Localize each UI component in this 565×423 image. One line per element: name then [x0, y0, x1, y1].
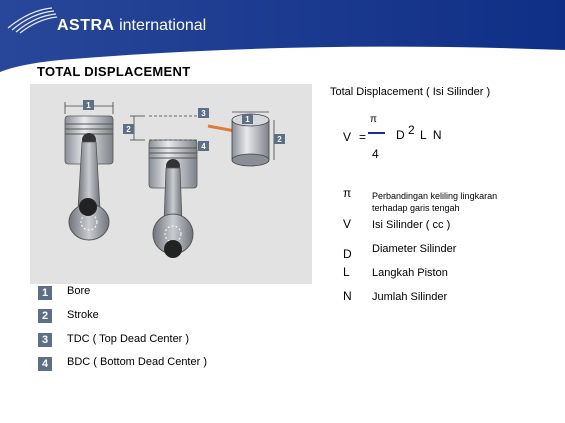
legend-number-1: 1	[38, 286, 52, 300]
definition-text-v: Isi Silinder ( cc )	[372, 219, 451, 231]
definition-symbol-l: L	[343, 265, 350, 279]
brand-suffix: international	[119, 17, 207, 34]
definition-text-pi: Perbandingan keliling lingkaran terhadap garis tengah	[372, 191, 498, 213]
definition-symbol-pi: π	[343, 186, 352, 200]
fraction-bar	[368, 132, 385, 134]
header-background	[0, 0, 565, 74]
legend-number-2: 2	[38, 309, 52, 323]
formula-pi: π	[370, 114, 377, 125]
legend-label-stroke: Stroke	[67, 309, 99, 321]
header-bar	[0, 0, 565, 74]
formula-rhs-main: D	[396, 128, 405, 142]
legend-label-bdc: BDC ( Bottom Dead Center )	[67, 356, 207, 368]
formula-rhs-exp: 2	[408, 123, 415, 137]
legend-number-4: 4	[38, 357, 52, 371]
legend-number-3: 3	[38, 333, 52, 347]
definition-text-l: Langkah Piston	[372, 267, 448, 279]
definition-symbol-v: V	[343, 217, 352, 231]
page-title: TOTAL DISPLACEMENT	[37, 64, 191, 79]
marker-3: 3	[201, 109, 206, 118]
brand-name: ASTRA	[57, 17, 115, 34]
formula-denominator: 4	[372, 147, 379, 161]
definition-text-d: Diameter Silinder	[372, 243, 457, 255]
marker-2: 2	[126, 125, 131, 134]
formula-rhs-rest: L N	[420, 128, 442, 142]
svg-text:2: 2	[277, 135, 282, 144]
formula-title: Total Displacement ( Isi Silinder )	[330, 86, 491, 98]
svg-text:1: 1	[245, 115, 250, 124]
brand-logo	[57, 17, 206, 35]
formula-lhs: V	[343, 130, 352, 144]
definition-symbol-d: D	[343, 247, 352, 261]
engine-diagram	[30, 84, 312, 284]
legend-label-tdc: TDC ( Top Dead Center )	[67, 333, 190, 345]
marker-4: 4	[201, 142, 206, 151]
legend-label-bore: Bore	[67, 285, 91, 297]
formula-equals: =	[359, 130, 367, 144]
definition-symbol-n: N	[343, 289, 352, 303]
definition-text-n: Jumlah Silinder	[372, 291, 448, 303]
marker-1: 1	[86, 101, 91, 110]
